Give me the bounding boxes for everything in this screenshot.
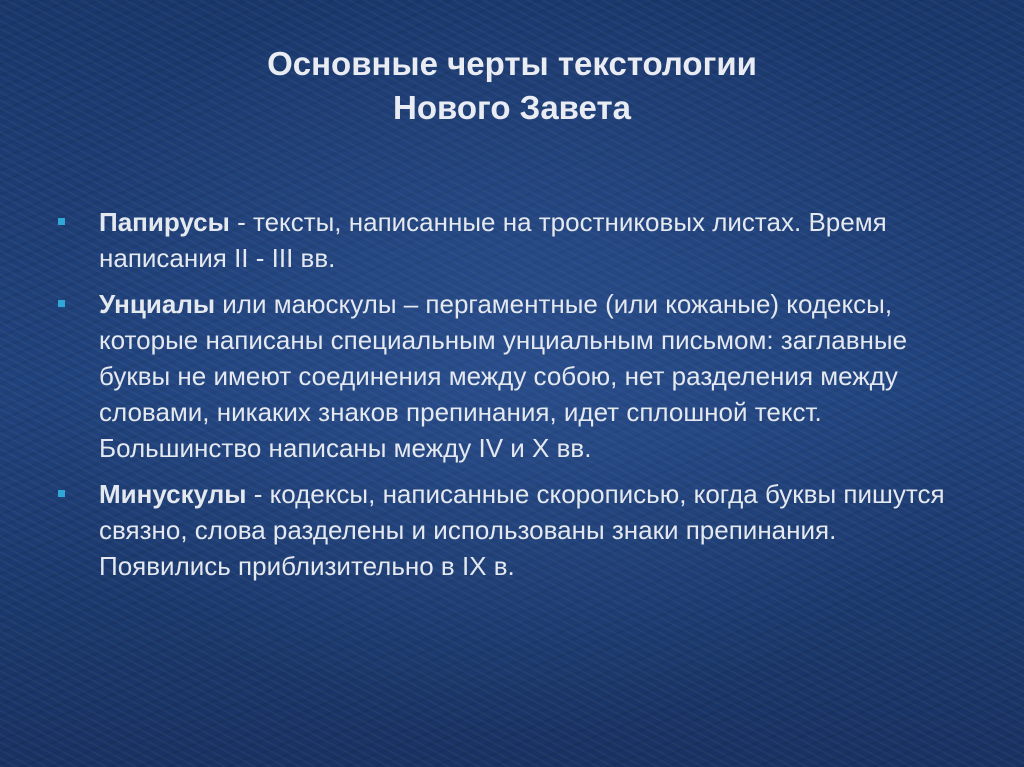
bullet-term: Минускулы <box>99 479 247 509</box>
bullet-item-papyri <box>56 204 956 276</box>
bullet-text: - кодексы, написанные скорописью, когда буквы пишутся связно, слова разделены и использованы знаки препинания. Появились приблизительно в IX в. <box>99 479 945 581</box>
square-bullet-icon <box>58 218 65 225</box>
bullet-list <box>56 204 956 594</box>
bullet-item-minuscules <box>56 476 956 584</box>
bullet-text: или маюскулы – пергаментные (или кожаные) кодексы, которые написаны специальным унциальным письмом: заглавные буквы не имеют соединения между собою, нет разделения между словами, никаких знаков препинания, идет сплошной текст. Большинство написаны между IV и X вв. <box>99 289 908 463</box>
title-line-2: Нового Завета <box>393 89 631 126</box>
square-bullet-icon <box>58 490 65 497</box>
square-bullet-icon <box>58 300 65 307</box>
slide-title <box>0 42 1024 130</box>
title-line-1: Основные черты текстологии <box>267 45 757 82</box>
bullet-term: Папирусы <box>99 207 230 237</box>
bullet-text: - тексты, написанные на тростниковых листах. Время написания II - III вв. <box>99 207 887 273</box>
bullet-item-uncials <box>56 286 956 466</box>
bullet-term: Унциалы <box>99 289 216 319</box>
